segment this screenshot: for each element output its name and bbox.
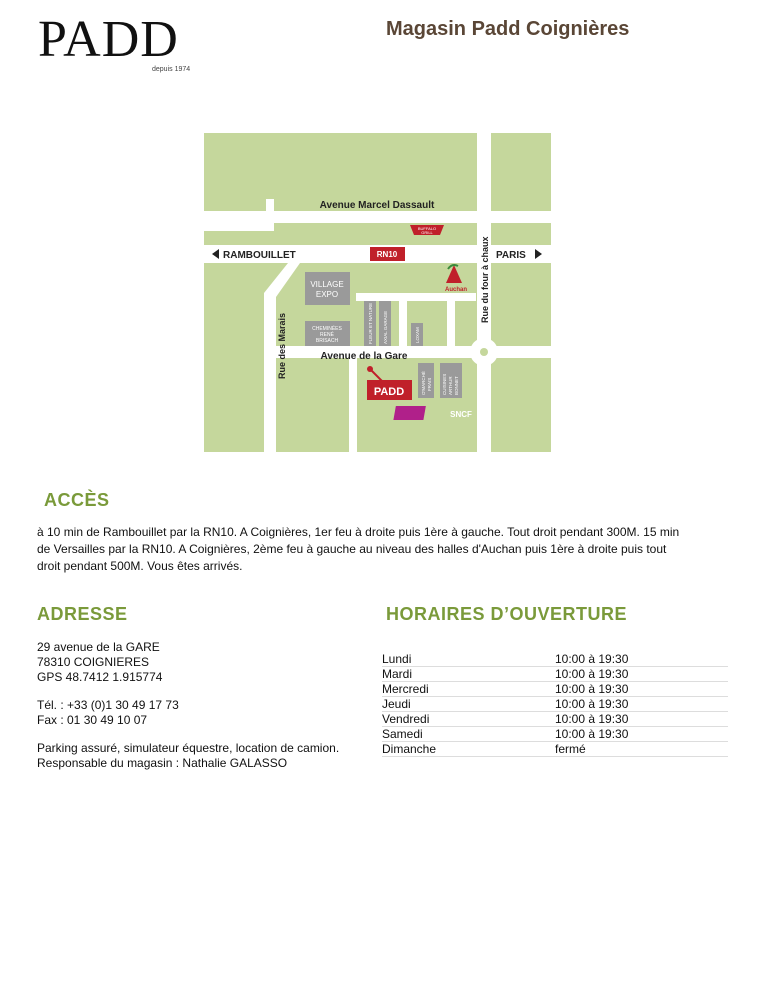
- adresse-heading: ADRESSE: [37, 604, 128, 624]
- padd-pin-dot: [367, 366, 373, 372]
- label-auchan: Auchan: [444, 287, 468, 293]
- table-row: [382, 667, 728, 682]
- label-rn10: RN10: [376, 250, 398, 259]
- hours-time: fermé: [555, 742, 728, 757]
- location-map: [204, 133, 551, 452]
- label-padd: PADD: [373, 386, 405, 398]
- table-row: [382, 697, 728, 712]
- address-city: 78310 COIGNIERES: [37, 655, 150, 669]
- address-services: Parking assuré, simulateur équestre, location de camion.: [37, 741, 340, 755]
- label-cuisines-2: ARTHUR: [448, 376, 453, 395]
- hours-time: 10:00 à 19:30: [555, 712, 728, 727]
- label-o-marche-2: FRAIS: [427, 377, 432, 391]
- label-paris: PARIS: [496, 250, 526, 261]
- label-axial-garage: AXIAL GARAGE: [383, 310, 388, 344]
- road-avenue-de-la-gare: [276, 346, 551, 358]
- road-side-street-3: [356, 293, 476, 301]
- road-avenue-marcel-dassault: [204, 211, 551, 223]
- road-loop: [204, 223, 274, 231]
- table-row: [382, 712, 728, 727]
- table-row: [382, 727, 728, 742]
- hours-day: Mercredi: [382, 682, 555, 697]
- address-gps: GPS 48.7412 1.915774: [37, 670, 163, 684]
- logo-tagline: depuis 1974: [152, 66, 191, 73]
- label-cuisines-1: CUISINES: [442, 373, 447, 395]
- road-side-street-4: [447, 301, 455, 346]
- hours-time: 10:00 à 19:30: [555, 652, 728, 667]
- label-o-marche-1: O'MARCHÉ: [421, 371, 426, 395]
- hours-table: [382, 652, 728, 757]
- acces-line: de Versailles par la RN10. A Coignières, 2ème feu à gauche au niveau des halles d'Auchan puis 1ère à droite puis tout: [37, 542, 667, 556]
- sncf-logo: [393, 406, 425, 420]
- table-row: [382, 652, 728, 667]
- label-rue-du-four: Rue du four à chaux: [480, 236, 490, 323]
- label-cuisines-3: BONNET: [454, 376, 459, 395]
- road-loop-end: [266, 199, 274, 227]
- acces-text: [37, 524, 737, 575]
- page-title: Magasin Padd Coignières: [386, 18, 630, 40]
- hours-day: Dimanche: [382, 742, 555, 757]
- label-fleur-nature: FLEUR ET NATURE: [368, 302, 373, 344]
- label-cheminees-3: BRISACH: [315, 338, 339, 344]
- hours-time: 10:00 à 19:30: [555, 682, 728, 697]
- hours-time: 10:00 à 19:30: [555, 667, 728, 682]
- address-tel: Tél. : +33 (0)1 30 49 17 73: [37, 698, 179, 712]
- label-village-expo-2: EXPO: [315, 290, 339, 299]
- hours-time: 10:00 à 19:30: [555, 727, 728, 742]
- acces-line: droit pendant 500M. Vous êtes arrivés.: [37, 559, 243, 573]
- label-avenue-de-la-gare: Avenue de la Gare: [320, 351, 408, 362]
- label-buffalo-1: BUFFALO: [417, 226, 437, 231]
- hours-day: Mardi: [382, 667, 555, 682]
- label-cheminees-1: CHEMINÉES: [312, 326, 342, 332]
- horaires-heading: HORAIRES D’OUVERTURE: [386, 604, 628, 624]
- label-avenue-marcel-dassault: Avenue Marcel Dassault: [319, 200, 435, 211]
- label-buffalo-2: GRILL: [421, 230, 433, 235]
- label-rue-des-marais: Rue des Marais: [277, 312, 287, 379]
- padd-logo: [38, 12, 238, 78]
- label-rambouillet: RAMBOUILLET: [223, 250, 296, 261]
- table-row: [382, 682, 728, 697]
- road-side-street-1: [349, 358, 357, 452]
- hours-day: Samedi: [382, 727, 555, 742]
- label-village-expo-1: VILLAGE: [310, 280, 344, 289]
- map-background: [204, 133, 551, 452]
- label-sncf: SNCF: [450, 410, 472, 419]
- hours-day: Vendredi: [382, 712, 555, 727]
- address-street: 29 avenue de la GARE: [37, 640, 160, 654]
- roundabout-center: [480, 348, 488, 356]
- address-fax: Fax : 01 30 49 10 07: [37, 713, 148, 727]
- table-row: [382, 742, 728, 757]
- hours-day: Jeudi: [382, 697, 555, 712]
- hours-time: 10:00 à 19:30: [555, 697, 728, 712]
- label-loxam: LOXAM: [415, 327, 420, 343]
- label-cheminees-2: RENÉ: [320, 332, 334, 338]
- logo-text: PADD: [38, 11, 179, 68]
- hours-day: Lundi: [382, 652, 555, 667]
- acces-heading: ACCÈS: [44, 490, 110, 510]
- acces-line: à 10 min de Rambouillet par la RN10. A Coignières, 1er feu à droite puis 1ère à gauche. Tout droit pendant 300M. 15 min: [37, 525, 680, 539]
- address-manager: Responsable du magasin : Nathalie GALASSO: [37, 756, 288, 770]
